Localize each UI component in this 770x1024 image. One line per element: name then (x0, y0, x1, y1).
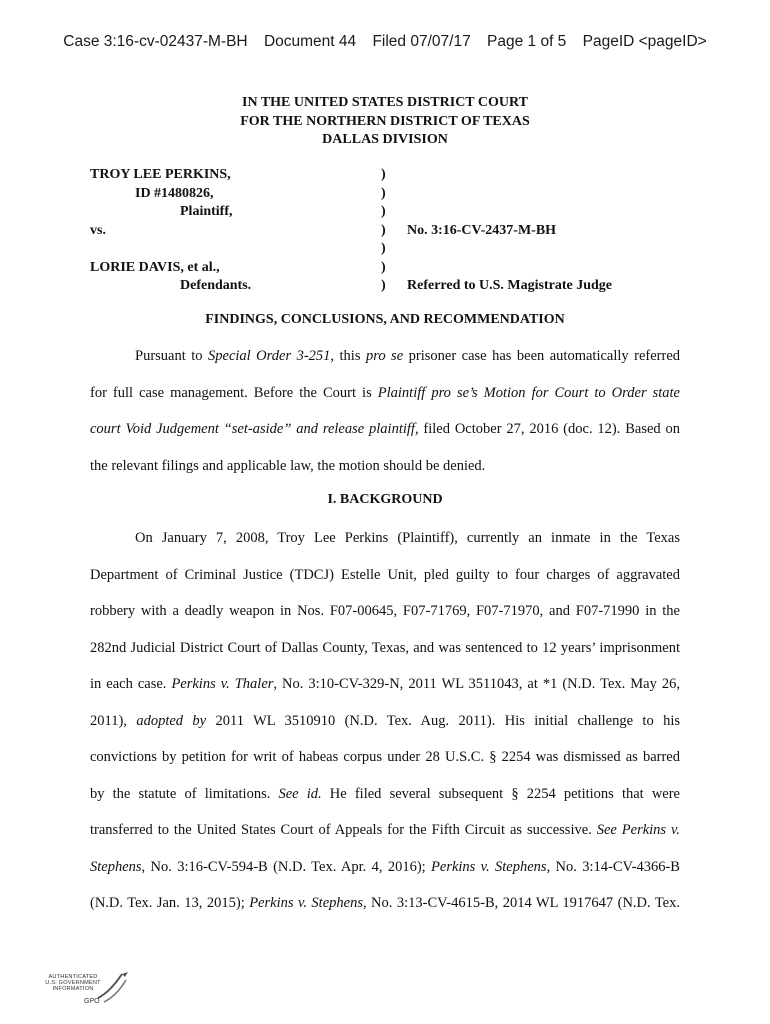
caption-paren: ) (381, 259, 386, 275)
text-line: court Void Judgement “set-aside” and release plaintiff, filed October 27, 2016 (doc. 12). Based on (90, 421, 680, 437)
text-line: transferred to the United States Court of Appeals for the Fifth Circuit as successive. See Perkins v. (90, 822, 680, 838)
caption-paren: ) (381, 241, 386, 256)
text-line: 2011), adopted by 2011 WL 3510910 (N.D. Tex. Aug. 2011). His initial challenge to his (90, 712, 681, 729)
plaintiff-name: TROY LEE PERKINS, (90, 167, 231, 182)
filing-header (0, 33, 770, 51)
text-line: for full case management. Before the Court is Plaintiff pro se’s Motion for Court to Order state (90, 384, 680, 401)
court-line-3: DALLAS DIVISION (322, 132, 448, 147)
text-line: (N.D. Tex. Jan. 13, 2015); Perkins v. Stephens, No. 3:13-CV-4615-B, 2014 WL 1917647 (N.D. Tex. (90, 895, 680, 911)
text-line: convictions by petition for writ of habeas corpus under 28 U.S.C. § 2254 was dismissed as barred (90, 749, 680, 765)
document-number: Document 44 (263, 33, 357, 50)
caption-paren: ) (381, 167, 386, 182)
caption-paren: ) (381, 278, 386, 293)
text-line: Stephens, No. 3:16-CV-594-B (N.D. Tex. Apr. 4, 2016); Perkins v. Stephens, No. 3:14-CV-4366-B (90, 858, 680, 875)
text-line: by the statute of limitations. See id. He filed several subsequent § 2254 petitions that were (90, 785, 680, 802)
gpo-label: GPO (84, 998, 100, 1005)
case-number-header: Case 3:16-cv-02437-M-BH (63, 33, 248, 50)
versus: vs. (90, 222, 106, 238)
text-line: Pursuant to Special Order 3-251, this pro se prisoner case has been automatically referred (135, 348, 681, 364)
document-title: FINDINGS, CONCLUSIONS, AND RECOMMENDATION (205, 312, 565, 327)
gpo-authentication-logo (40, 968, 140, 1016)
defendant-role: Defendants. (180, 278, 252, 293)
text-line: Department of Criminal Justice (TDCJ) Estelle Unit, pled guilty to four charges of aggravated (90, 566, 680, 583)
caption-paren: ) (381, 185, 386, 201)
plaintiff-id: ID #1480826, (135, 185, 214, 201)
gpo-logo-text: AUTHENTICATED U.S. GOVERNMENT INFORMATION (45, 974, 101, 993)
case-caption (90, 166, 710, 296)
text-line: robbery with a deadly weapon in Nos. F07-00645, F07-71769, F07-71970, and F07-71990 in the (90, 603, 680, 619)
court-line-1: IN THE UNITED STATES DISTRICT COURT (242, 95, 528, 110)
page-count: Page 1 of 5 (487, 33, 567, 50)
case-number: No. 3:16-CV-2437-M-BH (407, 222, 557, 238)
court-line-2: FOR THE NORTHERN DISTRICT OF TEXAS (240, 113, 530, 129)
text-line: in each case. Perkins v. Thaler, No. 3:10-CV-329-N, 2011 WL 3511043, at *1 (N.D. Tex. May 26, (90, 676, 680, 692)
text-line: On January 7, 2008, Troy Lee Perkins (Plaintiff), currently an inmate in the Texas (135, 530, 680, 546)
plaintiff-role: Plaintiff, (180, 204, 233, 219)
defendant-name: LORIE DAVIS, et al., (90, 259, 220, 275)
page-id: PageID <pageID> (582, 33, 707, 50)
court-name (0, 94, 770, 150)
section-heading: I. BACKGROUND (327, 492, 443, 507)
referral-note: Referred to U.S. Magistrate Judge (407, 278, 613, 293)
caption-paren: ) (381, 222, 386, 238)
text-line: the relevant filings and applicable law, the motion should be denied. (90, 457, 486, 474)
filed-date: Filed 07/07/17 (372, 33, 471, 50)
caption-paren: ) (381, 204, 386, 219)
text-line: 282nd Judicial District Court of Dallas County, Texas, and was sentenced to 12 years’ imprisonment (90, 639, 680, 656)
